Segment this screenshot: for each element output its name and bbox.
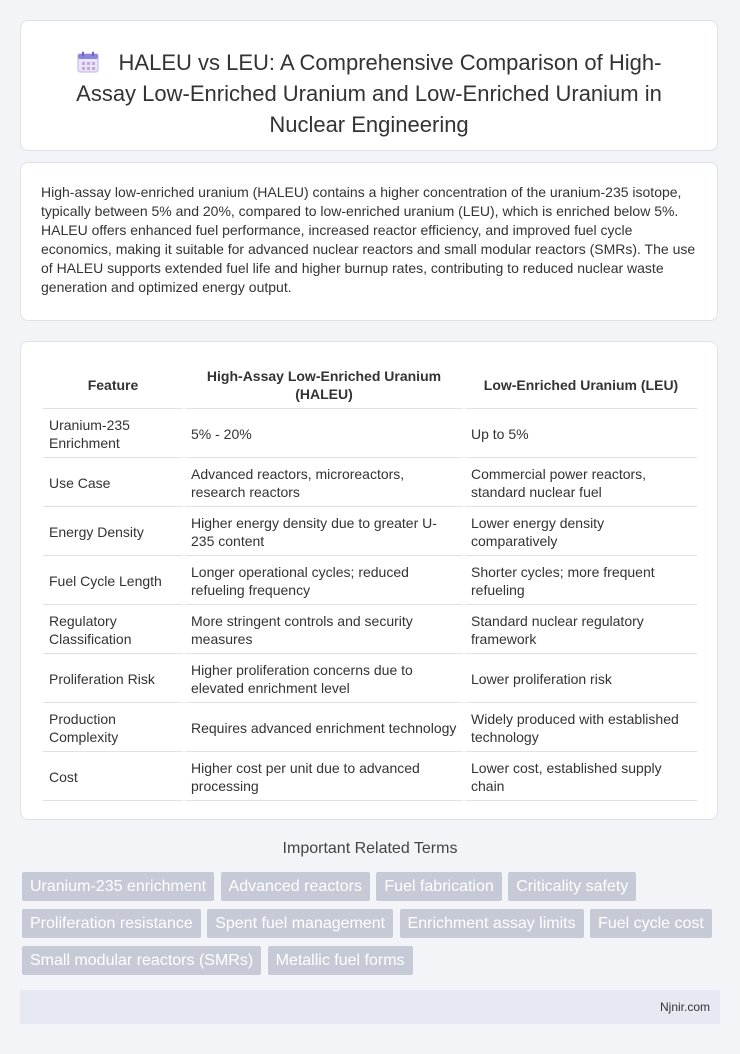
- intro-card: [20, 162, 718, 321]
- feature-cell: Fuel Cycle Length: [43, 558, 183, 605]
- related-term-tag[interactable]: Criticality safety: [508, 872, 636, 901]
- header-feature: Feature: [43, 362, 183, 409]
- intro-paragraph: High-assay low-enriched uranium (HALEU) contains a higher concentration of the uranium-235 isotope, typically between 5% and 20%, compared to low-enriched uranium (LEU), which is enriched below 5%. HALEU offers enhanced fuel performance, increased reactor efficiency, and improved fuel cycle economics, making it suitable for advanced nuclear reactors and small modular reactors (SMRs). The use of HALEU supports extended fuel life and higher burnup rates, contributing to reduced nuclear waste generation and optimized energy output.: [41, 184, 696, 295]
- related-term-tag[interactable]: Uranium-235 enrichment: [22, 872, 214, 901]
- leu-cell: Shorter cycles; more frequent refueling: [465, 558, 697, 605]
- feature-cell: Production Complexity: [43, 705, 183, 752]
- haleu-cell: Advanced reactors, microreactors, research reactors: [185, 460, 463, 507]
- comparison-table-card: [20, 341, 718, 820]
- haleu-cell: 5% - 20%: [185, 411, 463, 458]
- leu-cell: Lower cost, established supply chain: [465, 754, 697, 801]
- comparison-table: [41, 360, 699, 803]
- page-title: [21, 21, 717, 140]
- related-term-tag[interactable]: Advanced reactors: [221, 872, 370, 901]
- calendar-icon: [77, 51, 99, 73]
- leu-cell: Up to 5%: [465, 411, 697, 458]
- related-term-tag[interactable]: Fuel cycle cost: [590, 909, 712, 938]
- footer-site-link[interactable]: Njnir.com: [659, 1000, 710, 1014]
- header-leu: Low-Enriched Uranium (LEU): [465, 362, 697, 409]
- haleu-cell: Requires advanced enrichment technology: [185, 705, 463, 752]
- haleu-cell: Longer operational cycles; reduced refueling frequency: [185, 558, 463, 605]
- related-term-tag[interactable]: Metallic fuel forms: [268, 946, 413, 975]
- haleu-cell: More stringent controls and security measures: [185, 607, 463, 654]
- haleu-cell: Higher cost per unit due to advanced processing: [185, 754, 463, 801]
- feature-cell: Proliferation Risk: [43, 656, 183, 703]
- table-row: [43, 509, 697, 556]
- footer-bar: [20, 990, 720, 1024]
- related-term-tag[interactable]: Small modular reactors (SMRs): [22, 946, 261, 975]
- table-header-row: [43, 362, 697, 409]
- feature-cell: Use Case: [43, 460, 183, 507]
- leu-cell: Lower energy density comparatively: [465, 509, 697, 556]
- leu-cell: Widely produced with established technology: [465, 705, 697, 752]
- related-term-tag[interactable]: Enrichment assay limits: [400, 909, 584, 938]
- title-card: [20, 20, 718, 151]
- table-row: [43, 460, 697, 507]
- table-row: [43, 558, 697, 605]
- leu-cell: Standard nuclear regulatory framework: [465, 607, 697, 654]
- table-row: [43, 411, 697, 458]
- feature-cell: Energy Density: [43, 509, 183, 556]
- table-row: [43, 607, 697, 654]
- related-terms-list: [22, 872, 722, 983]
- related-terms-heading: Important Related Terms: [282, 840, 458, 857]
- haleu-cell: Higher proliferation concerns due to elevated enrichment level: [185, 656, 463, 703]
- header-haleu: High-Assay Low-Enriched Uranium (HALEU): [185, 362, 463, 409]
- leu-cell: Commercial power reactors, standard nuclear fuel: [465, 460, 697, 507]
- feature-cell: Cost: [43, 754, 183, 801]
- related-term-tag[interactable]: Spent fuel management: [207, 909, 393, 938]
- related-term-tag[interactable]: Fuel fabrication: [376, 872, 501, 901]
- haleu-cell: Higher energy density due to greater U-235 content: [185, 509, 463, 556]
- page-title-text: HALEU vs LEU: A Comprehensive Comparison of High-Assay Low-Enriched Uranium and Low-Enriched Uranium in Nuclear Engineering: [76, 50, 662, 137]
- table-row: [43, 656, 697, 703]
- leu-cell: Lower proliferation risk: [465, 656, 697, 703]
- feature-cell: Regulatory Classification: [43, 607, 183, 654]
- feature-cell: Uranium-235 Enrichment: [43, 411, 183, 458]
- table-row: [43, 705, 697, 752]
- related-term-tag[interactable]: Proliferation resistance: [22, 909, 201, 938]
- table-row: [43, 754, 697, 801]
